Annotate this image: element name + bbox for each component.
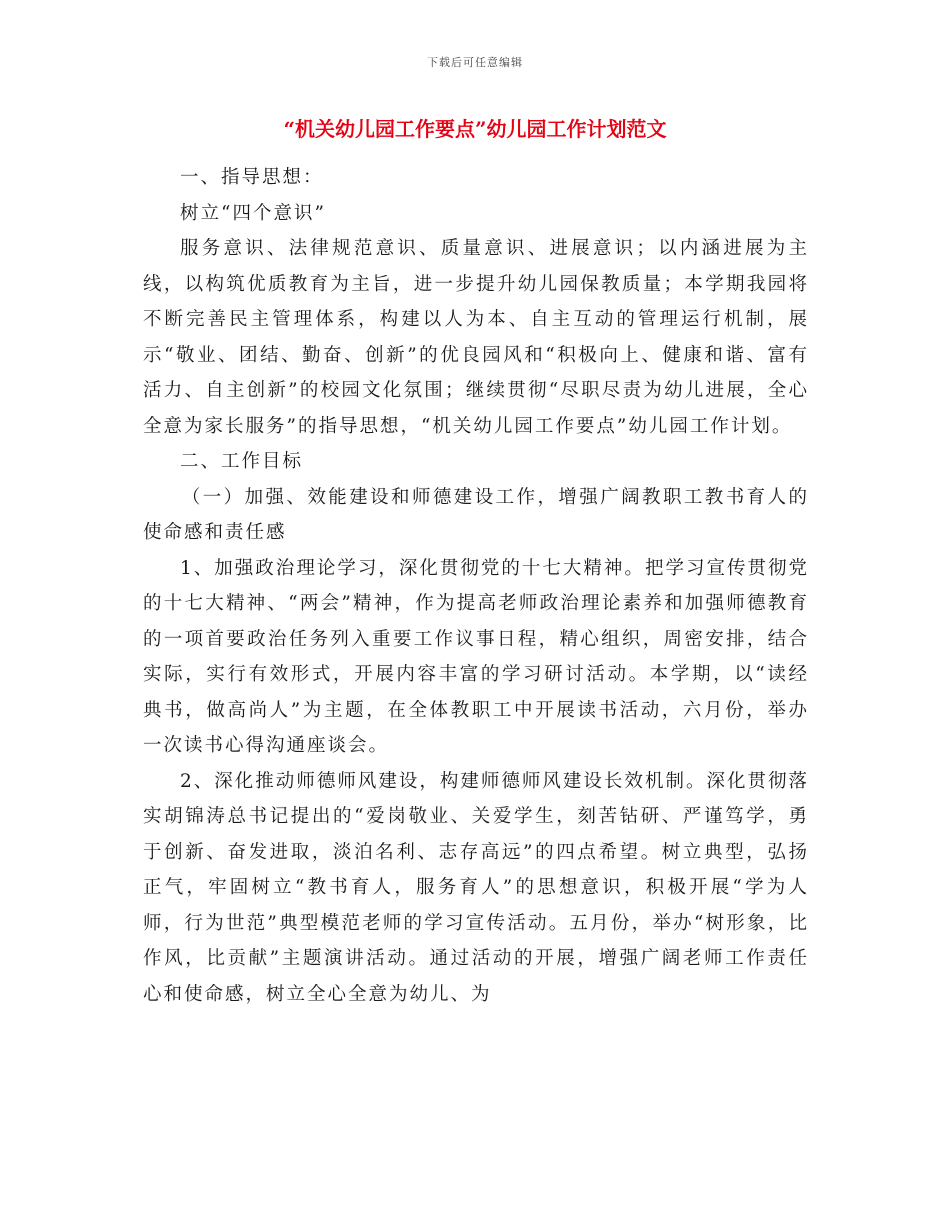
document-title: “机关幼儿园工作要点”幼儿园工作计划范文 xyxy=(283,117,667,141)
header-note: 下载后可任意编辑 xyxy=(427,56,523,69)
paragraph-four-awareness: 树立“四个意识” xyxy=(180,202,326,224)
paragraph-awareness-detail: 服务意识、法律规范意识、质量意识、进展意识；以内涵进展为主线，以构筑优质教育为主旨，进一步提升幼儿园保教质量；本学期我园将不断完善民主管理体系，构建以人为本、自主互动的管理运行机制，展示“敬业、团结、勤奋、创新”的优良园风和“积极向上、健康和谐、富有活力、自主创新”的校园文化氛围；继续贯彻“尽职尽责为幼儿进展，全心全意为家长服务”的指导思想，“机关幼儿园工作要点”幼儿园工作计划。 xyxy=(143,238,809,437)
paragraph-goal-one: （一）加强、效能建设和师德建设工作，增强广阔教职工教书育人的使命感和责任感 xyxy=(143,486,809,543)
paragraph-item-1: 1、加强政治理论学习，深化贯彻党的十七大精神。把学习宣传贯彻党的十七大精神、“两会”精神，作为提高老师政治理论素养和加强师德教育的一项首要政治任务列入重要工作议事日程，精心组织，周密安排，结合实际，实行有效形式，开展内容丰富的学习研讨活动。本学期，以“读经典书，做高尚人”为主题，在全体教职工中开展读书活动，六月份，举办一次读书心得沟通座谈会。 xyxy=(143,557,809,756)
document-body xyxy=(143,160,809,1012)
paragraph-item-2: 2、深化推动师德师风建设，构建师德师风建设长效机制。深化贯彻落实胡锦涛总书记提出的“爱岗敬业、关爱学生，刻苦钻研、严谨笃学，勇于创新、奋发进取，淡泊名利、志存高远”的四点希望。树立典型，弘扬正气，牢固树立“教书育人，服务育人”的思想意识，积极开展“学为人师，行为世范”典型模范老师的学习宣传活动。五月份，举办“树形象，比作风，比贡献”主题演讲活动。通过活动的开展，增强广阔老师工作责任心和使命感，树立全心全意为幼儿、为 xyxy=(143,770,809,1005)
paragraph-work-goals-heading: 二、工作目标 xyxy=(180,451,304,472)
paragraph-guiding-ideology-heading: 一、指导思想： xyxy=(180,167,324,188)
